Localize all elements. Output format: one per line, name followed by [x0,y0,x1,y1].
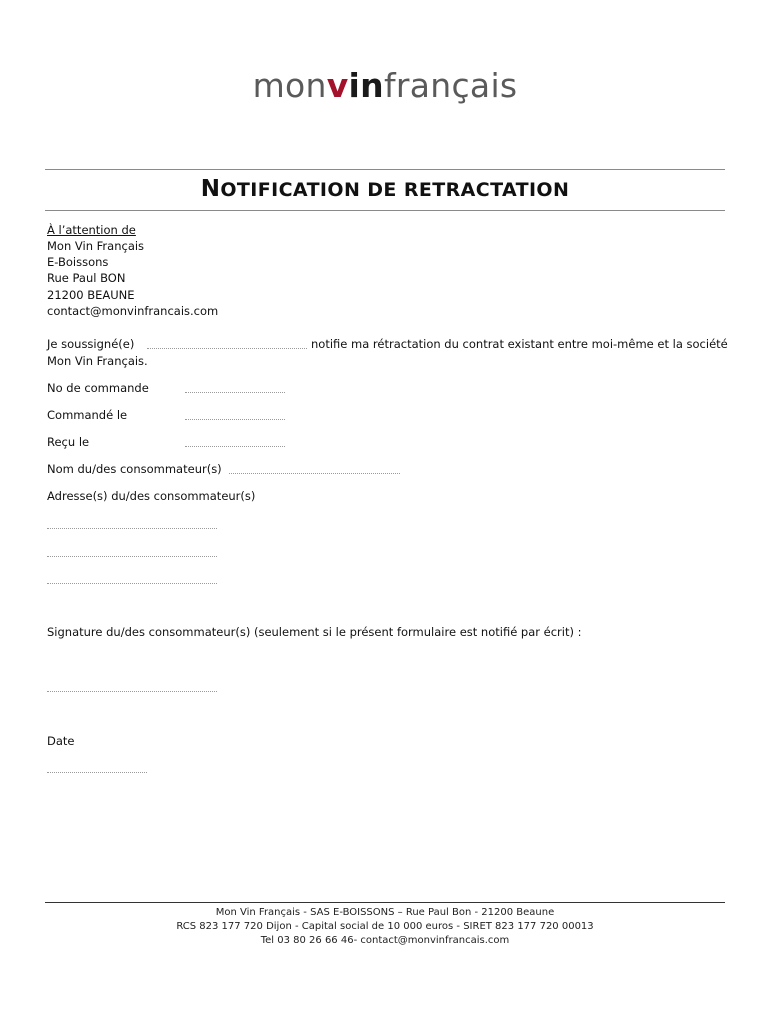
signature-label: Signature du/des consommateur(s) (seulement si le présent formulaire est notifié par écrit) : [47,625,582,639]
consumer-address-label: Adresse(s) du/des consommateur(s) [47,489,256,503]
ordered-on-fill-line[interactable] [185,419,285,420]
logo-in: in [348,66,384,105]
consumer-address-fill-line[interactable] [47,583,217,584]
title-bottom-rule [45,210,725,211]
consumer-name-label: Nom du/des consommateur(s) [47,462,222,476]
date-label: Date [47,734,75,748]
consumer-address-fill-line[interactable] [47,556,217,557]
document-title: NOTIFICATION DE RETRACTATION [200,176,570,202]
order-number-fill-line[interactable] [185,392,285,393]
consumer-name-fill-line[interactable] [229,473,400,474]
footer-registration: RCS 823 177 720 Dijon - Capital social de 10 000 euros - SIRET 823 177 720 00013 [176,921,594,932]
order-number-label: No de commande [47,381,149,395]
title-top-rule [45,169,725,170]
brand-logo [0,66,770,105]
footer-contact: Tel 03 80 26 66 46- contact@monvinfrancais.com [260,935,510,946]
received-on-label: Reçu le [47,435,90,449]
ordered-on-label: Commandé le [47,408,128,422]
footer-company: Mon Vin Français - SAS E-BOISSONS – Rue Paul Bon - 21200 Beaune [215,907,555,918]
logo-v: v [326,66,349,105]
received-on-fill-line[interactable] [185,446,285,447]
name-fill-line[interactable] [147,348,307,349]
declaration-suffix: notifie ma rétractation du contrat existant entre moi-même et la société [311,337,728,351]
address-email: contact@monvinfrancais.com [47,304,219,318]
declaration-line2: Mon Vin Français. [47,354,148,368]
consumer-address-fill-line[interactable] [47,528,217,529]
address-heading: À l’attention de [47,223,136,237]
address-line: Rue Paul BON [47,271,126,285]
logo-francais: français [383,66,518,105]
address-line: Mon Vin Français [47,239,145,253]
logo-mon: mon [252,66,327,105]
declaration-prefix: Je soussigné(e) [47,337,135,351]
address-line: 21200 BEAUNE [47,288,135,302]
signature-fill-line[interactable] [47,691,217,692]
footer-rule [45,902,725,903]
address-line: E-Boissons [47,255,109,269]
date-fill-line[interactable] [47,772,147,773]
